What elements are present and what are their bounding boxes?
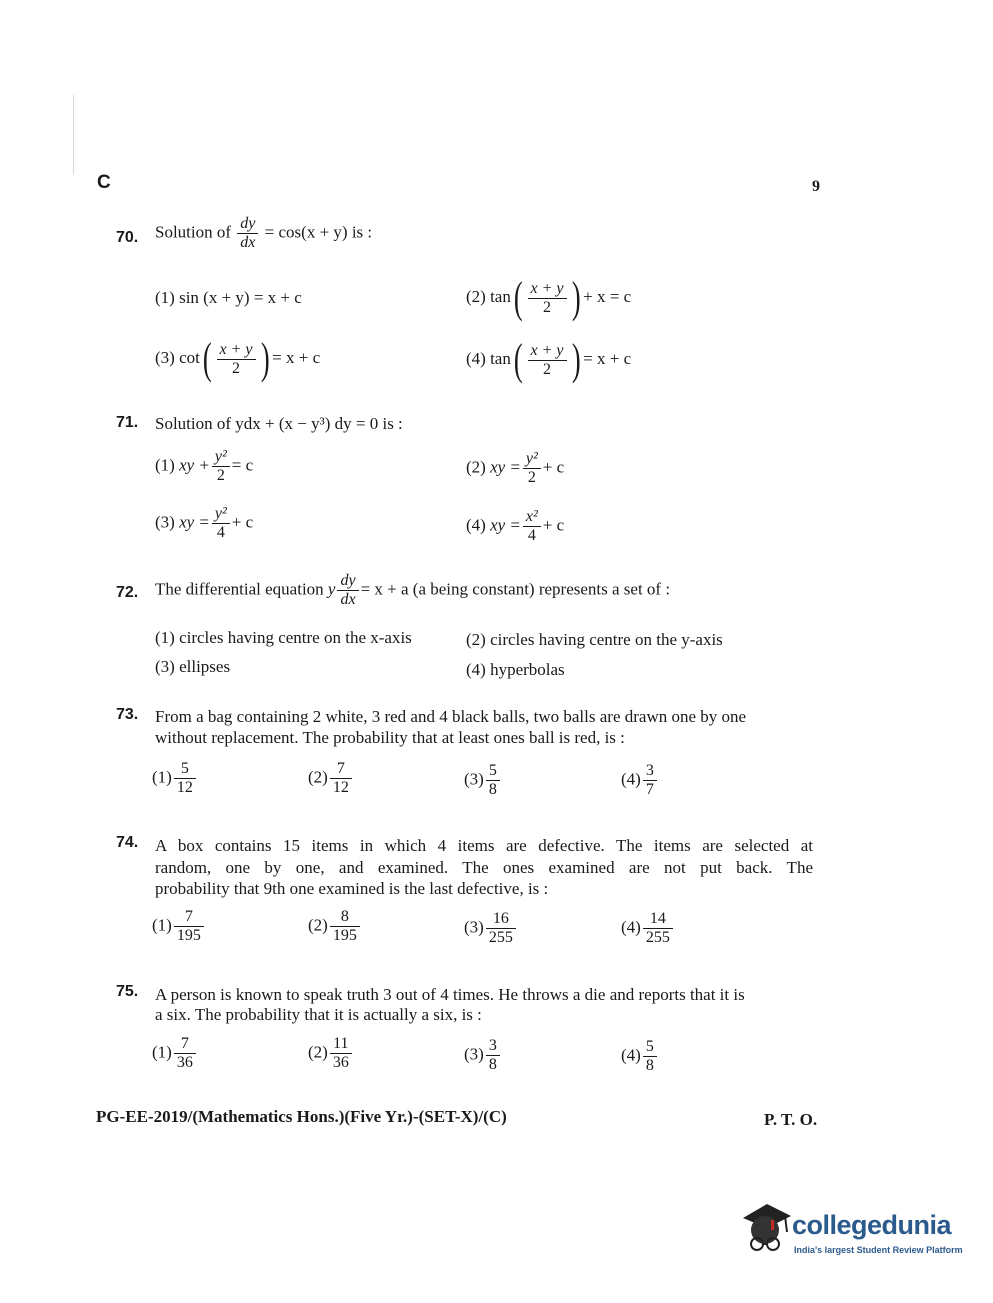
q73-option-2[interactable]: (2) $\frac{7}{12}$	[308, 760, 354, 797]
q70-stem	[155, 215, 372, 252]
q72-option-4[interactable]: (4) hyperbolas	[466, 660, 565, 679]
q71-option-1[interactable]: (1) xy + $\frac{\text{y²}}{2}$ = c	[155, 448, 254, 484]
set-letter: C	[97, 172, 111, 193]
q72-option-3[interactable]: (3) ellipses	[155, 657, 231, 676]
q72-number: 72.	[116, 584, 139, 601]
footer-exam-code: PG-EE-2019/(Mathematics Hons.)(Five Yr.)-(SET-X)/(C)	[96, 1107, 507, 1126]
q74-option-3[interactable]: (3) $\frac{16}{255}$	[464, 910, 518, 947]
q71-option-4[interactable]: (4) xy = $\frac{\text{x²}}{4}$ + c	[466, 508, 565, 544]
q71-option-2[interactable]: (2) xy = $\frac{\text{y²}}{2}$ + c	[466, 450, 565, 486]
q73-option-4[interactable]: (4) $\frac{3}{7}$	[621, 762, 659, 799]
q70-prefix: Solution of	[155, 222, 232, 242]
q70-option-2[interactable]: (2) tan( $\frac{x + y}{2}$ ) + x = c	[466, 273, 632, 322]
q75-stem-line-2: a six. The probability that it is actually a six, is :	[155, 1005, 482, 1024]
collegedunia-mascot-icon	[735, 1198, 795, 1258]
q70-number: 70.	[116, 229, 139, 246]
collegedunia-tagline: India's largest Student Review Platform	[794, 1245, 963, 1255]
q74-stem-line-2: random, one by one, and examined. The ones examined are not put back. The	[155, 858, 813, 877]
q73-number: 73.	[116, 706, 139, 723]
q71-option-3[interactable]: (3) xy = $\frac{\text{y²}}{4}$ + c	[155, 505, 254, 541]
q71-stem: Solution of ydx + (x − y³) dy = 0 is :	[155, 414, 403, 433]
q70-option-3[interactable]: (3) cot( $\frac{x + y}{2}$ ) = x + c	[155, 334, 321, 383]
q75-option-3[interactable]: (3) $\frac{3}{8}$	[464, 1037, 502, 1074]
q74-stem-line-1: A box contains 15 items in which 4 items are defective. The items are selected at	[155, 836, 813, 855]
page-number: 9	[812, 178, 820, 195]
scan-artifact-line	[73, 95, 74, 175]
collegedunia-wordmark: collegedunia	[792, 1210, 952, 1240]
q74-option-2[interactable]: (2) $\frac{8}{195}$	[308, 908, 362, 945]
q72-option-2[interactable]: (2) circles having centre on the y-axis	[466, 630, 723, 649]
q70-option-1[interactable]: (1) sin (x + y) = x + c	[155, 288, 302, 307]
footer-pto: P. T. O.	[764, 1110, 818, 1129]
q74-number: 74.	[116, 834, 139, 851]
q74-option-1[interactable]: (1) $\frac{7}{195}$	[152, 908, 206, 945]
q73-option-3[interactable]: (3) $\frac{5}{8}$	[464, 762, 502, 799]
q72-option-1[interactable]: (1) circles having centre on the x-axis	[155, 628, 412, 647]
q75-option-1[interactable]: (1) $\frac{7}{36}$	[152, 1035, 198, 1072]
q75-stem-line-1: A person is known to speak truth 3 out of 4 times. He throws a die and reports that it is	[155, 985, 745, 1004]
q70-derivative: $\frac{dy}{dx}$	[237, 215, 258, 252]
q73-option-1[interactable]: (1) $\frac{5}{12}$	[152, 760, 198, 797]
q70-suffix: is :	[351, 222, 373, 242]
q75-option-4[interactable]: (4) $\frac{5}{8}$	[621, 1038, 659, 1075]
q75-number: 75.	[116, 983, 139, 1000]
q70-rhs: = cos(x + y)	[264, 222, 348, 242]
q73-stem-line-2: without replacement. The probability that at least ones ball is red, is :	[155, 728, 625, 747]
q74-option-4[interactable]: (4) $\frac{14}{255}$	[621, 910, 675, 947]
q72-stem: The differential equation y $\frac{dy}{dx}$ = x + a (a being constant) represents a set of :	[155, 572, 671, 608]
q70-option-4[interactable]: (4) tan( $\frac{x + y}{2}$ ) = x + c	[466, 335, 632, 384]
q73-stem-line-1: From a bag containing 2 white, 3 red and 4 black balls, two balls are drawn one by one	[155, 707, 747, 726]
q75-option-2[interactable]: (2) $\frac{11}{36}$	[308, 1035, 354, 1072]
q74-stem-line-3: probability that 9th one examined is the last defective, is :	[155, 879, 549, 898]
q71-number: 71.	[116, 414, 139, 431]
